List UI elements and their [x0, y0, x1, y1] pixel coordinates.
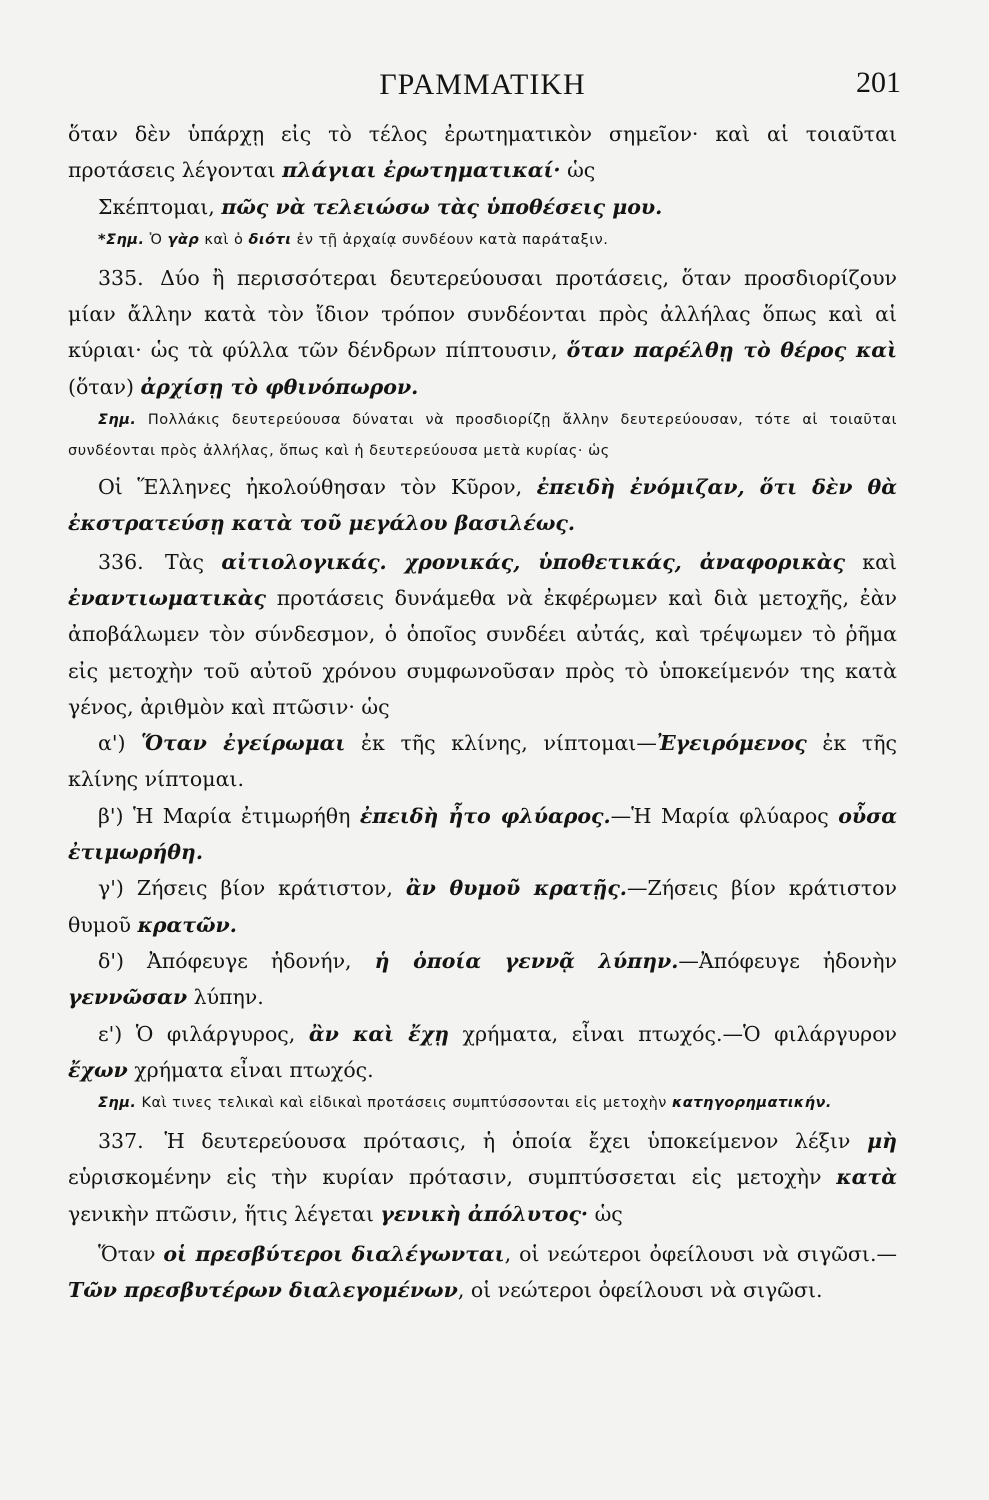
running-title: ΓΡΑΜΜΑΤΙΚΗ: [379, 68, 586, 101]
equivalence-dash: —: [636, 731, 657, 756]
text-run: προτάσεις δυνάμεθα νὰ ἐκφέρωμεν καὶ διὰ μετοχῆς, ἐὰν ἀποβάλωμεν τὸν σύνδεσμον, ὁ ὁποῖος συνδέει αὐτάς, καὶ τρέψωμεν τὸ ῥῆμα εἰς μετοχὴν τοῦ αὐτοῦ χρόνου συμφωνοῦσαν πρὸς τὸ ὑποκείμενόν της κατὰ γένος, ἀριθμὸν καὶ πτῶσιν· ὡς: [68, 585, 897, 719]
emphasis-term: πλάγιαι ἐρωτηματικαί·: [282, 158, 561, 183]
text-run: Δύο ἢ περισσότεραι δευτερεύουσαι προτάσεις, ὅταν προσδιορίζουν μίαν ἄλλην κατὰ τὸν ἴδιον τρόπον συνδέονται πρὸς ἀλλήλας ὅπως καὶ αἱ κύριαι· ὡς τὰ φύλλα τῶν δένδρων πίπτουσιν,: [68, 265, 897, 363]
emphasis-term: διότι: [248, 231, 292, 248]
section-335: [68, 260, 897, 405]
page-header: [68, 58, 901, 110]
note-gar-dioti: [68, 225, 897, 256]
equivalence-dash: —: [722, 1021, 744, 1046]
section-number: 336.: [98, 549, 144, 574]
example-label: ε'): [98, 1021, 123, 1046]
text-run: Πολλάκις δευτερεύουσα δύναται νὰ προσδιορίζῃ ἄλλην δευτερεύουσαν, τότε αἱ τοιαῦται συνδέονται πρὸς ἀλλήλας, ὅπως καὶ ἡ δευτερεύουσα μετὰ κυρίας· ὡς: [68, 412, 897, 460]
text-run: εὑρισκομένην εἰς τὴν κυρίαν πρότασιν, συμπτύσσεται εἰς μετοχὴν: [68, 1165, 837, 1190]
text-run: χρήματα εἶναι πτωχός.: [127, 1057, 374, 1082]
example-sentence: [68, 469, 897, 542]
text-run: Ὁ φιλάργυρος,: [122, 1021, 309, 1046]
note-label: *Σημ.: [98, 231, 145, 248]
text-run: Ἡ δευτερεύουσα πρότασις, ἡ ὁποία ἔχει ὑποκείμενον λέξιν: [147, 1129, 868, 1154]
text-run: Ἀπόφευγε ἡδονήν,: [123, 948, 375, 973]
text-run: , οἱ νεώτεροι ὀφείλουσι νὰ σιγῶσι.: [457, 1278, 823, 1303]
text-run: (ὅταν): [68, 374, 141, 399]
emphasis-term: ἐπειδὴ ἦτο φλύαρος.: [359, 803, 611, 828]
emphasis-term: γὰρ: [167, 231, 200, 248]
example-epsilon: [68, 1016, 897, 1089]
text-run: Ζήσεις βίον κράτιστον,: [123, 876, 406, 901]
emphasis-term: ἂν θυμοῦ κρατῇς.: [405, 876, 627, 901]
emphasis-term: γενικὴ ἀπόλυτος·: [380, 1201, 589, 1226]
page-number: 201: [856, 66, 901, 99]
text-run: ὅταν δὲν ὑπάρχῃ εἰς τὸ τέλος ἐρωτηματικὸν σημεῖον· καὶ αἱ τοιαῦται προτάσεις λέγονται: [68, 122, 897, 183]
emphasis-term: μὴ: [867, 1129, 897, 1154]
emphasis-term: πῶς νὰ τελειώσω τὰς ὑποθέσεις μου.: [221, 194, 663, 219]
emphasis-term: κατὰ: [836, 1165, 897, 1190]
emphasis-term: αἰτιολογικάς. χρονικάς, ὑποθετικάς, ἀναφορικὰς: [221, 549, 845, 574]
emphasis-term: Ὅταν ἐγείρωμαι: [141, 731, 346, 756]
example-genitive-absolute: [68, 1236, 897, 1309]
emphasis-term: ἐπειδὴ ἐνόμιζαν, ὅτι δὲν θὰ ἐκστρατεύσῃ κατὰ τοῦ μεγάλου βασιλέως.: [68, 475, 898, 536]
text-run: ὡς: [560, 158, 596, 183]
note-final-clauses: [68, 1088, 897, 1119]
text-run: Ὁ: [144, 231, 168, 248]
example-gamma: [68, 870, 897, 943]
paragraph-indirect-questions: [68, 116, 897, 189]
emphasis-term: οἱ πρεσβύτεροι διαλέγωνται: [163, 1242, 505, 1267]
equivalence-dash: —: [678, 948, 699, 973]
text-run: Καὶ τινες τελικαὶ καὶ εἰδικαὶ προτάσεις συμπτύσσονται εἰς μετοχὴν: [136, 1095, 672, 1112]
text-run: Ἡ Μαρία φλύαρος: [631, 803, 839, 828]
emphasis-term: κρατῶν.: [137, 912, 237, 937]
equivalence-dash: —: [876, 1242, 897, 1267]
section-number: 335.: [98, 265, 144, 290]
text-run: ἐκ τῆς κλίνης, νίπτομαι: [345, 731, 637, 756]
example-delta: [68, 943, 897, 1016]
emphasis-term: ἀρχίσῃ τὸ φθινόπωρον.: [140, 374, 419, 399]
example-label: β'): [98, 803, 124, 828]
example-label: δ'): [98, 948, 124, 973]
text-run: Ὁ φιλάργυρον: [743, 1021, 898, 1046]
emphasis-term: κατηγορηματικήν.: [671, 1095, 832, 1112]
text-run: Τὰς: [147, 549, 222, 574]
emphasis-term: ἂν καὶ ἔχῃ: [308, 1021, 450, 1046]
emphasis-term: γεννῶσαν: [68, 985, 188, 1010]
emphasis-term: Ἐγειρόμενος: [656, 731, 807, 756]
text-run: ἐν τῇ ἀρχαίᾳ συνδέουν κατὰ παράταξιν.: [291, 231, 609, 248]
equivalence-dash: —: [610, 803, 632, 828]
emphasis-term: ὅταν παρέλθῃ τὸ θέρος καὶ: [566, 338, 897, 363]
note-label: Σημ.: [98, 412, 137, 429]
text-run: Οἱ Ἕλληνες ἠκολούθησαν τὸν Κῦρον,: [98, 475, 537, 500]
emphasis-term: ἐναντιωματικὰς: [68, 585, 267, 610]
example-label: γ'): [98, 876, 124, 901]
section-number: 337.: [98, 1129, 144, 1154]
text-run: Ζήσεις βίον κράτιστον θυμοῦ: [68, 876, 897, 937]
text-run: καὶ ὁ: [199, 231, 249, 248]
text-run: , οἱ νεώτεροι ὀφείλουσι νὰ σιγῶσι.: [504, 1242, 877, 1267]
text-run: χρήματα, εἶναι πτωχός.: [449, 1021, 723, 1046]
text-run: καὶ: [844, 549, 897, 574]
text-run: ὡς: [588, 1201, 623, 1226]
note-subordinate-clauses: [68, 405, 897, 467]
text-run: Σκέπτομαι,: [98, 194, 222, 219]
example-label: α'): [98, 731, 126, 756]
section-336: [68, 544, 897, 725]
emphasis-term: Τῶν πρεσβυτέρων διαλεγομένων: [68, 1278, 458, 1303]
note-label: Σημ.: [98, 1095, 137, 1112]
text-run: Ἀπόφευγε ἡδονὴν: [698, 948, 898, 973]
text-run: ἐκ τῆς κλίνης νίπτομαι.: [68, 731, 897, 792]
text-run: γενικὴν πτῶσιν, ἥτις λέγεται: [68, 1201, 381, 1226]
emphasis-term: ἡ ὁποία γεννᾷ λύπην.: [374, 948, 679, 973]
section-337: [68, 1123, 897, 1232]
emphasis-term: οὖσα ἐτιμωρήθη.: [68, 803, 897, 865]
equivalence-dash: —: [626, 876, 648, 901]
example-beta: [68, 798, 897, 871]
example-alpha: [68, 725, 897, 798]
text-run: Ἡ Μαρία ἐτιμωρήθη: [123, 803, 360, 828]
text-run: Ὅταν: [98, 1242, 164, 1267]
text-run: λύπην.: [187, 985, 264, 1010]
emphasis-term: ἔχων: [68, 1057, 128, 1082]
example-sentence: [68, 189, 897, 225]
